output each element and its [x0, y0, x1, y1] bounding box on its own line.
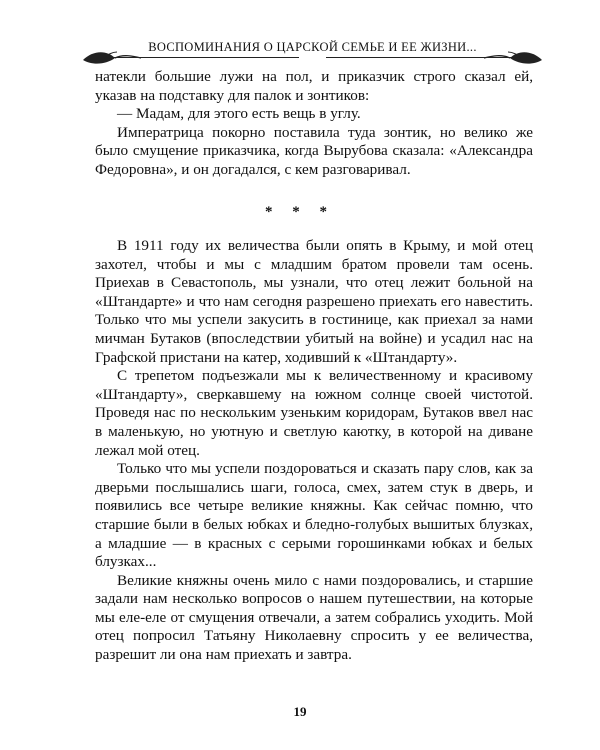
leaf-ornament-right-icon: [482, 48, 544, 68]
paragraph-standart-arrival: С трепетом подъезжали мы к величественному и красивому «Штандарту», сверкавшему на южном солнце своей чистотой. Проведя нас по нескольким узеньким коридорам, Бутаков ввел нас в маленькую, но уютную и светлую каютку, в которой на диване лежал мой отец.: [95, 367, 533, 459]
paragraph-continuation: натекли большие лужи на пол, и приказчик строго сказал ей, указав на подставку для палок и зонтиков:: [95, 68, 533, 104]
paragraph-conversation: Великие княжны очень мило с нами поздоровались, и старшие задали нам несколько вопросов о нашем путешествии, на которые мы еле-еле от смущения отвечали, а затем собрались уходить. Мой отец попросил Татьяну Николаевну спросить у ее величества, разрешит ли она нам приехать и завтра.: [95, 571, 533, 664]
paragraph-dialogue: — Мадам, для этого есть вещь в углу.: [117, 105, 361, 123]
running-header: [85, 40, 540, 62]
main-text-section: [95, 237, 533, 665]
paragraph-crimea-1911: В 1911 году их величества были опять в Крыму, и мой отец захотел, чтобы и мы с младшим братом провели там осень. Приехав в Севастополь, мы узнали, что отец лежит больной на «Штандарте» и что нам сегодня разрешено приехать его навестить. Только что мы успели закусить в гостинице, как приехал за нами мичман Бутаков (впоследствии убитый на войне) и усадил нас на Графской пристани на катер, ходивший к «Штандарту».: [95, 237, 533, 366]
header-rule-left: [99, 57, 299, 58]
running-header-title: ВОСПОМИНАНИЯ О ЦАРСКОЙ СЕМЬЕ И ЕЕ ЖИЗНИ...: [148, 40, 477, 54]
page-number: 19: [293, 704, 307, 719]
top-text-section: [95, 68, 533, 180]
paragraph-grand-duchesses: Только что мы успели поздороваться и сказать пару слов, как за дверьми послышались шаги, голоса, смех, затем стук в дверь, и появились все четыре великие княжны. Как сейчас помню, что старшие были в белых юбках и бледно-голубых вышитых блузках, а младшие — в красных с серыми горошинками юбках и белых блузках...: [95, 460, 533, 571]
paragraph-empress-umbrella: Императрица покорно поставила туда зонтик, но велико же было смущение приказчика, когда Вырубова сказала: «Александра Федоровна», и он догадался, с кем разговаривал.: [95, 123, 533, 178]
section-separator: * * *: [265, 204, 335, 220]
